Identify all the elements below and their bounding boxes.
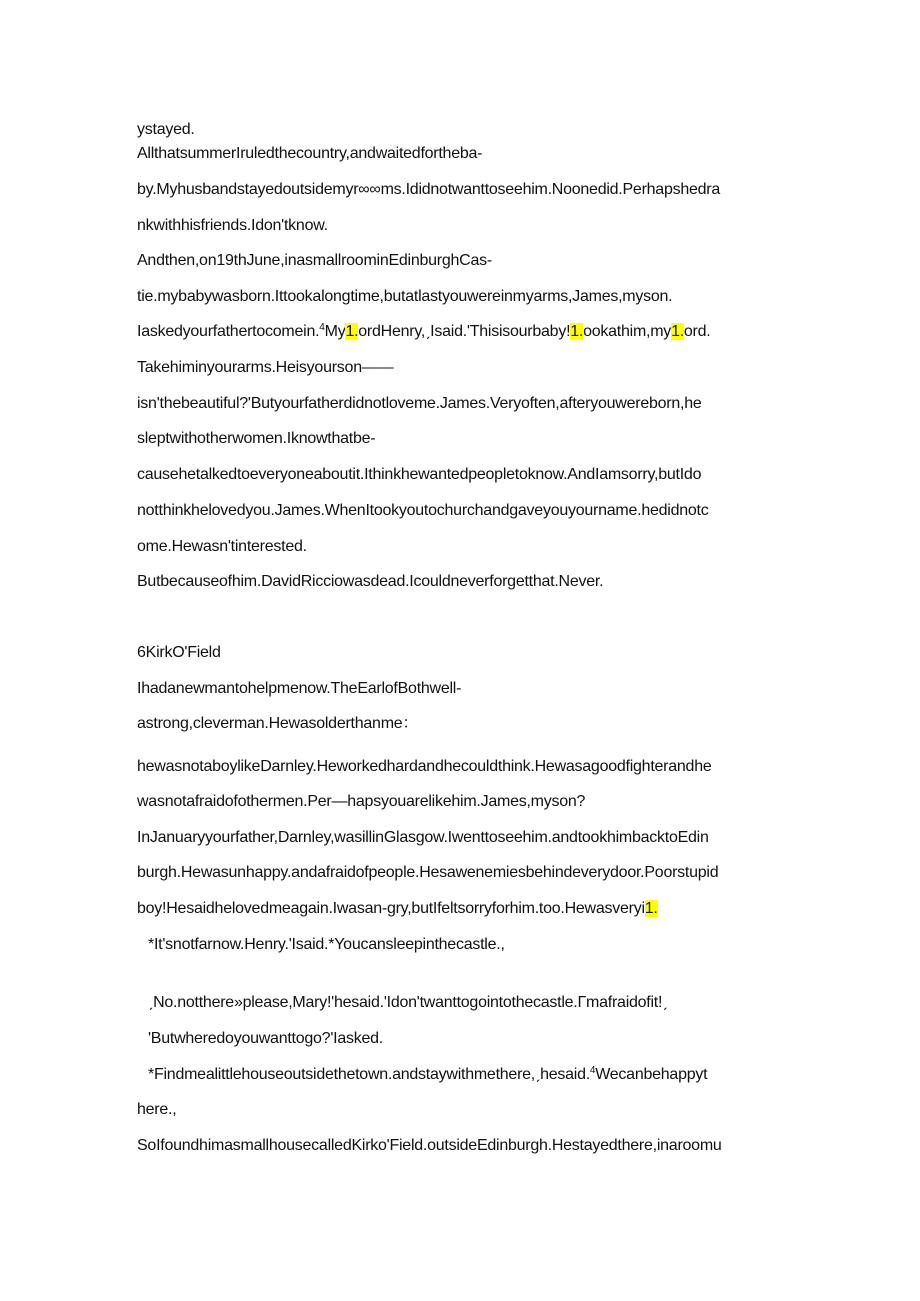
text-line: wasnotafraidofothermen.Per—hapsyouarelikehim.James,myson? <box>137 793 586 810</box>
highlighted-text: 1. <box>570 323 584 340</box>
text-line: Takehiminyourarms.Heisyourson—— <box>137 359 394 376</box>
text-line: here., <box>137 1101 177 1118</box>
text-line: Butbecauseofhim.DavidRicciowasdead.Icouldneverforgetthat.Never. <box>137 573 604 590</box>
text-line: hewasnotaboylikeDarnley.Heworkedhardandhecouldthink.Hewasagoodfighterandhe <box>137 758 712 775</box>
text-line: 'Butwheredoyouwanttogo?'Iasked. <box>148 1030 383 1047</box>
highlighted-text: 1. <box>671 323 684 340</box>
text-line: SoIfoundhimasmallhousecalledKirko'Field.outsideEdinburgh.Hestayedthere,inaroomu <box>137 1137 722 1154</box>
highlighted-text: 1. <box>644 900 658 917</box>
text-line: causehetalkedtoeveryoneaboutit.Ithinkhewantedpeopletoknow.AndIamsorry,butIdo <box>137 466 702 483</box>
text-line: nkwithhisfriends.Idon'tknow. <box>137 217 328 234</box>
text-line: *It'snotfarnow.Henry.'Isaid.*Youcansleepinthecastle., <box>148 936 505 953</box>
text-line: notthinkhelovedyou.James.WhenItookyoutochurchandgaveyouyourname.hedidnotc <box>137 502 709 519</box>
text-line: AllthatsummerIruledthecountry,andwaitedfortheba- <box>137 145 483 162</box>
text-line: astrong,cleverman.Hewasolderthanme： <box>137 715 419 732</box>
text-line: Iaskedyourfathertocomein.$^4$My1.ordHenry,ˏIsaid.'Thisisourbaby!1.ookathim,my1.ord. <box>137 322 711 340</box>
text-line: ystayed. <box>137 121 195 138</box>
text-line: sleptwithotherwomen.Iknowthatbe- <box>137 430 376 447</box>
text-line: ome.Hewasn'tinterested. <box>137 538 307 555</box>
text-line: tie.mybabywasborn.Ittookalongtime,butatlastyouwereinmyarms,James,myson. <box>137 288 673 305</box>
text-line: Ihadanewmantohelpmenow.TheEarlofBothwell- <box>137 680 462 697</box>
highlighted-text: 1. <box>345 323 359 340</box>
text-line: ˏNo.notthere»please,Mary!'hesaid.'Idon'twanttogointothecastle.Γmafraidofit!ˏ <box>148 994 668 1011</box>
chapter-heading: 6KirkO'Field <box>137 644 221 661</box>
text-line: burgh.Hewasunhappy.andafraidofpeople.Hesawenemiesbehindeverydoor.Poorstupid <box>137 864 719 881</box>
text-line: InJanuaryyourfather,Darnley,wasillinGlasgow.Iwenttoseehim.andtookhimbacktoEdin <box>137 829 709 846</box>
text-line: boy!Hesaidhelovedmeagain.Iwasan-gry,butIfeltsorryforhim.too.Hewasveryi1. <box>137 900 658 917</box>
text-line: Andthen,on19thJune,inasmallroominEdinburghCas- <box>137 252 492 269</box>
text-line: *Findmealittlehouseoutsidethetown.andstaywithmethere,ˏhesaid.$^4$Wecanbehappyt <box>148 1065 708 1083</box>
footnote-mark: 4 <box>589 1065 596 1076</box>
footnote-mark: 4 <box>319 322 325 333</box>
text-line: by.Myhusbandstayedoutsidemyr∞∞ms.Ididnotwanttoseehim.Noonedid.Perhapshedra <box>137 181 721 198</box>
text-line: isn'thebeautiful?'Butyourfatherdidnotloveme.James.Veryoften,afteryouwereborn,he <box>137 395 702 412</box>
